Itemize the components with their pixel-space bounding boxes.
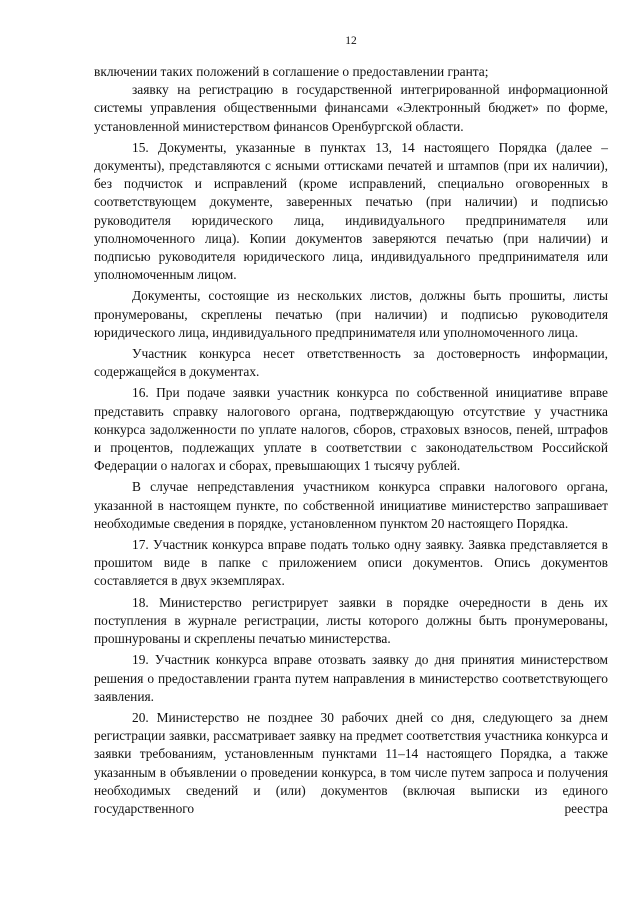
paragraph-item-19: 19. Участник конкурса вправе отозвать заявку до дня принятия министерством решения о предоставлении гранта путем направления в министерство соответствующего заявления. (94, 652, 608, 704)
paragraph-multipage-documents: Документы, состоящие из нескольких листов, должны быть прошиты, листы пронумерованы, скреплены печатью (при наличии) и подписью руководителя юридического лица, индивидуального предпринимателя или уполномоченного лица. (94, 288, 608, 340)
paragraph-item-16: 16. При подаче заявки участник конкурса по собственной инициативе вправе представить справку налогового органа, подтверждающую отсутствие у участника конкурса задолженности по уплате налогов, сборов, страховых взносов, пеней, штрафов и процентов, подлежащих уплате в соответствии с законодательством Российской Федерации о налогах и сборах, превышающих 1 тысячу рублей. (94, 385, 608, 474)
paragraph-responsibility: Участник конкурса несет ответственность за достоверность информации, содержащейся в документах. (94, 346, 608, 380)
paragraph-tax-certificate-request: В случае непредставления участником конкурса справки налогового органа, указанной в настоящем пункте, по собственной инициативе министерство запрашивает необходимые сведения в порядке, установленном пунктом 20 настоящего Порядка. (94, 479, 608, 531)
paragraph-budget-application: заявку на регистрацию в государственной интегрированной информационной системы управления общественными финансами «Электронный бюджет» по форме, установленной министерством финансов Оренбургской области. (94, 82, 608, 134)
page-number: 12 (345, 35, 357, 47)
paragraph-item-18: 18. Министерство регистрирует заявки в порядке очередности в день их поступления в журнале регистрации, листы которого должны быть пронумерованы, прошнурованы и скреплены печатью министерства. (94, 594, 608, 647)
paragraph-item-15: 15. Документы, указанные в пунктах 13, 14 настоящего Порядка (далее – документы), представляются с ясными оттисками печатей и штампов (при их наличии), без подчисток и исправлений (кроме исправлений, специально оговоренных в соответствующем документе, заверенных печатью (при наличии) и подписью руководителя юридического лица, индивидуального предпринимателя или уполномоченного лица). Копии документов заверяются печатью (при наличии) и подписью руководителя юридического лица, индивидуального предпринимателя или уполномоченным лицом. (94, 139, 608, 283)
paragraph-item-20: 20. Министерство не позднее 30 рабочих дней со дня, следующего за днем регистрации заявки, рассматривает заявку на предмет соответствия участника конкурса и заявки требованиям, установленным пунктами 11–14 настоящего Порядка, а также указанным в объявлении о проведении конкурса, в том числе путем запроса и получения необходимых сведений и (или) документов (включая выписки из единого государственного реестра (94, 709, 608, 816)
paragraph-continuation: включении таких положений в соглашение о предоставлении гранта; (94, 64, 489, 79)
document-page (94, 34, 608, 818)
paragraph-item-17: 17. Участник конкурса вправе подать только одну заявку. Заявка представляется в прошитом виде в папке с приложением описи документов. Опись документов составляется в двух экземплярах. (94, 537, 608, 589)
